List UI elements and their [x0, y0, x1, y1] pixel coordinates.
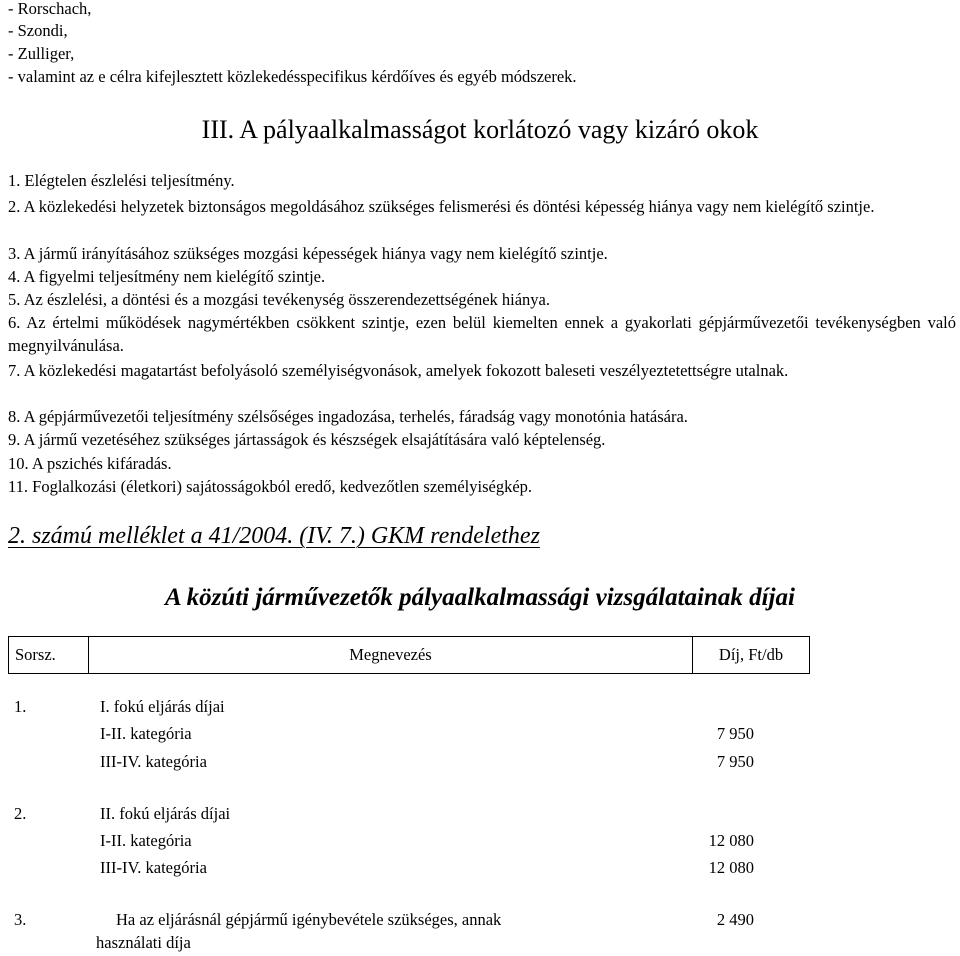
reason-item: 9. A jármű vezetéséhez szükséges jártasságok és készségek elsajátítására való képtelenség. [8, 430, 606, 449]
table-row-label: III-IV. kategória [100, 858, 207, 877]
reason-item: 5. Az észlelési, a döntési és a mozgási tevékenység összerendezettségének hiánya. [8, 290, 551, 309]
reason-item: 10. A pszichés kifáradás. [8, 454, 172, 473]
reason-item: 2. A közlekedési helyzetek biztonságos megoldásához szükséges felismerési és döntési képesség hiánya vagy nem kielégítő szintje. [8, 197, 875, 216]
reason-item: 4. A figyelmi teljesítmény nem kielégítő szintje. [8, 267, 326, 286]
row-number: 3. [14, 910, 27, 929]
header-dij: Díj, Ft/db [718, 645, 784, 664]
group-title: II. fokú eljárás díjai [100, 804, 231, 823]
header-megnevezes: Megnevezés [89, 637, 693, 673]
reason-item: 11. Foglalkozási (életkori) sajátosságokból eredő, kedvezőtlen személyiségkép. [8, 477, 533, 496]
table-row-fee: 12 080 [708, 858, 754, 877]
table-row-label: I-II. kategória [100, 831, 192, 850]
list-item: - Zulliger, [8, 44, 75, 63]
reason-item: 7. A közlekedési magatartást befolyásoló személyiségvonások, amelyek fokozott baleseti veszélyeztetettségre utalnak. [8, 361, 789, 380]
table-header [8, 636, 810, 674]
table-row-label: III-IV. kategória [100, 752, 207, 771]
header-sorsz: Sorsz. [9, 637, 89, 673]
group-title: I. fokú eljárás díjai [100, 697, 225, 716]
row-number: 2. [14, 804, 27, 823]
reason-item: 3. A jármű irányításához szükséges mozgási képességek hiánya vagy nem kielégítő szintje. [8, 244, 608, 263]
list-item: - Rorschach, [8, 0, 92, 18]
table-row-fee: 12 080 [708, 831, 754, 850]
reason-item: 1. Elégtelen észlelési teljesítmény. [8, 171, 235, 190]
table-row-fee: 2 490 [716, 910, 754, 929]
table-row-label: I-II. kategória [100, 724, 192, 743]
table-row-fee: 7 950 [716, 724, 754, 743]
reason-item: 8. A gépjárművezetői teljesítmény szélsőséges ingadozása, terhelés, fáradság vagy monotónia hatására. [8, 407, 688, 426]
table-row-fee: 7 950 [716, 752, 754, 771]
row-number: 1. [14, 697, 27, 716]
list-item: - Szondi, [8, 21, 68, 40]
reason-item: 6. Az értelmi működések nagymértékben csökkent szintje, ezen belül kiemelten ennek a gyakorlati gépjárművezetői tevékenységben való megnyilvánulása. [8, 313, 956, 355]
table-row-label: használati díja [96, 933, 191, 952]
list-item: - valamint az e célra kifejlesztett közlekedésspecifikus kérdőíves és egyéb módszerek. [8, 67, 577, 86]
table-title: A közúti járművezetők pályaalkalmassági vizsgálatainak díjai [165, 584, 795, 611]
table-row-label: Ha az eljárásnál gépjármű igénybevétele szükséges, annak [116, 910, 502, 929]
annex-title: 2. számú melléklet a 41/2004. (IV. 7.) GKM rendelethez [8, 523, 540, 549]
section-title: III. A pályaalkalmasságot korlátozó vagy kizáró okok [201, 115, 759, 144]
